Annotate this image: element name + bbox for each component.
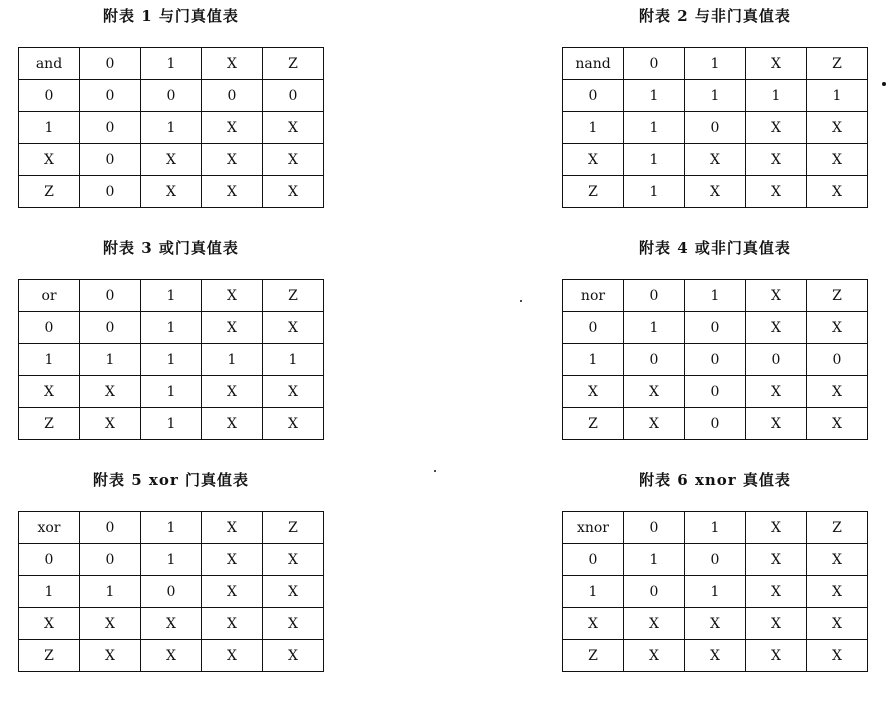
table-row (19, 176, 324, 208)
table-cell: nand (563, 48, 624, 80)
table-row (19, 344, 324, 376)
table-cell: X (263, 112, 324, 144)
table-cell: X (141, 144, 202, 176)
table-cell: 0 (80, 112, 141, 144)
table-cell: 1 (685, 48, 746, 80)
table-cell: 0 (80, 48, 141, 80)
table-row (563, 640, 868, 672)
table-cell: X (19, 608, 80, 640)
table-cell: 0 (624, 48, 685, 80)
table-cell: X (807, 608, 868, 640)
table-cell: X (807, 144, 868, 176)
table-row (19, 576, 324, 608)
table-cell: X (746, 544, 807, 576)
table-caption: 附表 2 与非门真值表 (639, 7, 791, 25)
table-cell: 1 (202, 344, 263, 376)
table-cell: 1 (685, 280, 746, 312)
truth-table (562, 47, 868, 208)
scan-speck (434, 470, 436, 472)
table-cell: 1 (563, 344, 624, 376)
table-cell: Z (563, 408, 624, 440)
table-cell: 0 (807, 344, 868, 376)
table-cell: X (807, 376, 868, 408)
table-cell: X (263, 376, 324, 408)
table-cell: X (746, 312, 807, 344)
table-cell: X (202, 48, 263, 80)
table-cell: 1 (80, 576, 141, 608)
table-cell: X (263, 576, 324, 608)
table-cell: X (263, 176, 324, 208)
table-row (563, 312, 868, 344)
table-cell: Z (19, 176, 80, 208)
table-row (563, 576, 868, 608)
table-cell: X (807, 112, 868, 144)
truth-table (562, 279, 868, 440)
truth-table (562, 511, 868, 672)
table-cell: 0 (746, 344, 807, 376)
truth-table-xor (18, 468, 324, 672)
table-caption: 附表 6 xnor 真值表 (639, 471, 791, 489)
table-header-row (563, 280, 868, 312)
table-cell: X (746, 280, 807, 312)
table-caption: 附表 3 或门真值表 (103, 239, 239, 257)
table-cell: Z (563, 640, 624, 672)
table-cell: 0 (563, 312, 624, 344)
table-cell: 0 (80, 280, 141, 312)
table-cell: X (746, 512, 807, 544)
table-cell: 1 (563, 576, 624, 608)
table-cell: X (202, 144, 263, 176)
table-cell: X (19, 376, 80, 408)
table-cell: X (202, 112, 263, 144)
table-row (563, 176, 868, 208)
table-cell: 1 (141, 512, 202, 544)
table-cell: 1 (685, 80, 746, 112)
table-cell: X (563, 144, 624, 176)
table-row (19, 312, 324, 344)
truth-table-xnor (562, 468, 868, 672)
table-cell: 0 (80, 512, 141, 544)
table-cell: X (141, 640, 202, 672)
table-cell: 1 (624, 80, 685, 112)
table-cell: 1 (624, 312, 685, 344)
table-cell: 0 (141, 80, 202, 112)
truth-table (18, 279, 324, 440)
table-caption: 附表 4 或非门真值表 (639, 239, 791, 257)
table-cell: X (624, 640, 685, 672)
table-cell: X (202, 544, 263, 576)
table-cell: 1 (141, 408, 202, 440)
table-cell: 0 (19, 544, 80, 576)
table-cell: X (141, 608, 202, 640)
table-cell: X (563, 608, 624, 640)
table-header-row (19, 280, 324, 312)
table-cell: Z (807, 280, 868, 312)
table-cell: X (746, 176, 807, 208)
table-row (19, 544, 324, 576)
table-cell: or (19, 280, 80, 312)
table-cell: X (624, 608, 685, 640)
table-row (563, 80, 868, 112)
table-cell: 0 (202, 80, 263, 112)
table-cell: X (746, 640, 807, 672)
table-cell: 1 (685, 512, 746, 544)
table-cell: X (263, 144, 324, 176)
truth-table-and (18, 4, 324, 208)
table-row (19, 608, 324, 640)
table-row (563, 408, 868, 440)
table-row (19, 112, 324, 144)
table-cell: 0 (685, 408, 746, 440)
table-caption: 附表 5 xor 门真值表 (93, 471, 249, 489)
table-cell: Z (807, 512, 868, 544)
table-cell: X (807, 312, 868, 344)
truth-table (18, 47, 324, 208)
table-cell: 1 (624, 112, 685, 144)
table-cell: Z (263, 512, 324, 544)
table-cell: 0 (19, 312, 80, 344)
table-cell: 1 (141, 312, 202, 344)
table-cell: X (80, 608, 141, 640)
table-cell: 1 (141, 344, 202, 376)
table-cell: X (202, 376, 263, 408)
table-cell: X (685, 144, 746, 176)
table-cell: 1 (19, 112, 80, 144)
table-cell: X (746, 608, 807, 640)
table-cell: 1 (746, 80, 807, 112)
table-cell: 1 (141, 280, 202, 312)
table-cell: X (202, 312, 263, 344)
table-cell: 1 (80, 344, 141, 376)
table-header-row (19, 512, 324, 544)
truth-table (18, 511, 324, 672)
table-cell: 1 (19, 576, 80, 608)
table-cell: X (746, 112, 807, 144)
table-cell: Z (263, 280, 324, 312)
table-cell: Z (563, 176, 624, 208)
table-cell: 1 (141, 48, 202, 80)
table-cell: 1 (563, 112, 624, 144)
table-row (563, 544, 868, 576)
table-cell: 0 (685, 544, 746, 576)
table-cell: X (807, 408, 868, 440)
table-cell: 0 (80, 544, 141, 576)
table-row (19, 640, 324, 672)
table-cell: X (202, 408, 263, 440)
table-row (19, 144, 324, 176)
table-cell: 0 (624, 344, 685, 376)
table-cell: 1 (141, 544, 202, 576)
table-cell: 1 (141, 376, 202, 408)
table-cell: 0 (563, 544, 624, 576)
table-cell: X (202, 608, 263, 640)
table-cell: X (19, 144, 80, 176)
table-cell: X (141, 176, 202, 208)
table-cell: 1 (624, 176, 685, 208)
table-cell: 0 (685, 344, 746, 376)
table-cell: 0 (685, 112, 746, 144)
truth-table-or (18, 236, 324, 440)
table-cell: X (202, 640, 263, 672)
table-cell: X (202, 280, 263, 312)
table-cell: X (263, 640, 324, 672)
table-cell: X (685, 608, 746, 640)
table-cell: X (80, 376, 141, 408)
table-cell: 0 (263, 80, 324, 112)
table-cell: X (263, 312, 324, 344)
truth-table-nand (562, 4, 868, 208)
table-cell: X (807, 176, 868, 208)
table-row (563, 144, 868, 176)
table-cell: X (624, 408, 685, 440)
table-cell: 0 (624, 512, 685, 544)
table-cell: Z (807, 48, 868, 80)
table-cell: 0 (80, 176, 141, 208)
table-cell: and (19, 48, 80, 80)
table-cell: X (746, 48, 807, 80)
table-cell: X (80, 408, 141, 440)
table-cell: X (685, 176, 746, 208)
table-cell: X (263, 608, 324, 640)
table-cell: 0 (19, 80, 80, 112)
table-cell: X (685, 640, 746, 672)
table-cell: X (807, 544, 868, 576)
table-cell: X (263, 544, 324, 576)
table-cell: X (263, 408, 324, 440)
table-cell: 1 (141, 112, 202, 144)
table-cell: 0 (80, 80, 141, 112)
table-header-row (563, 512, 868, 544)
table-row (19, 408, 324, 440)
table-cell: 0 (80, 312, 141, 344)
table-cell: X (746, 144, 807, 176)
table-cell: 1 (263, 344, 324, 376)
table-row (563, 376, 868, 408)
table-cell: X (80, 640, 141, 672)
table-row (19, 376, 324, 408)
table-cell: nor (563, 280, 624, 312)
table-cell: X (202, 512, 263, 544)
table-cell: 1 (19, 344, 80, 376)
table-cell: 1 (624, 544, 685, 576)
table-cell: 0 (685, 376, 746, 408)
table-cell: xor (19, 512, 80, 544)
table-cell: 0 (141, 576, 202, 608)
table-cell: 0 (563, 80, 624, 112)
table-cell: X (807, 640, 868, 672)
scan-speck (520, 300, 522, 302)
table-caption: 附表 1 与门真值表 (103, 7, 239, 25)
table-cell: 0 (624, 280, 685, 312)
table-header-row (563, 48, 868, 80)
table-row (563, 344, 868, 376)
table-row (563, 112, 868, 144)
table-cell: 1 (624, 144, 685, 176)
table-cell: X (807, 576, 868, 608)
table-cell: Z (263, 48, 324, 80)
table-cell: Z (19, 640, 80, 672)
table-cell: 1 (685, 576, 746, 608)
table-row (563, 608, 868, 640)
truth-table-nor (562, 236, 868, 440)
table-cell: 0 (80, 144, 141, 176)
table-row (19, 80, 324, 112)
table-cell: 0 (624, 576, 685, 608)
table-cell: Z (19, 408, 80, 440)
table-cell: X (563, 376, 624, 408)
table-cell: X (202, 176, 263, 208)
table-cell: 0 (685, 312, 746, 344)
scan-speck (882, 82, 886, 86)
table-cell: X (202, 576, 263, 608)
table-cell: X (746, 408, 807, 440)
table-header-row (19, 48, 324, 80)
table-cell: xnor (563, 512, 624, 544)
table-cell: 1 (807, 80, 868, 112)
table-cell: X (746, 376, 807, 408)
table-cell: X (624, 376, 685, 408)
table-cell: X (746, 576, 807, 608)
